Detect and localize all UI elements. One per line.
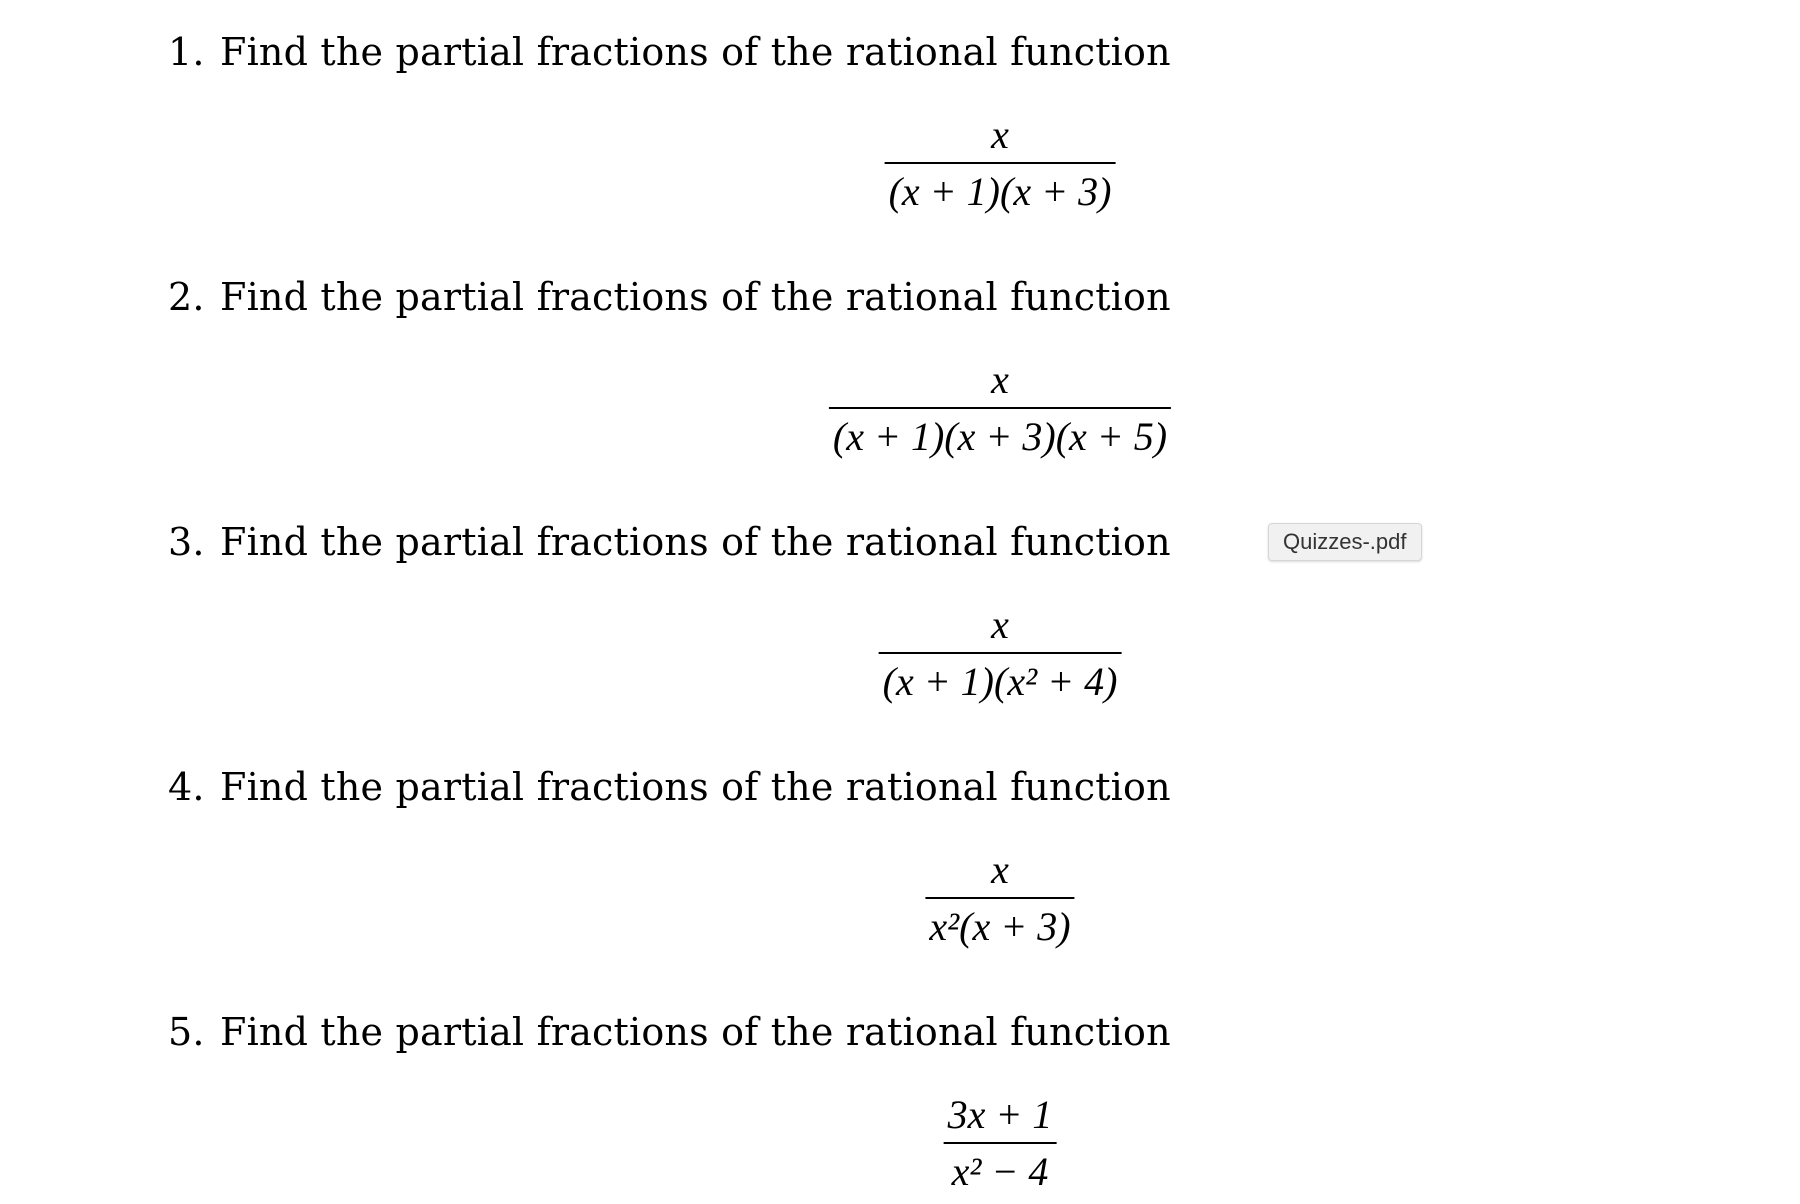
problem-4-heading — [168, 762, 1171, 812]
problem-4-number: 4. — [168, 765, 205, 809]
problem-5-fraction — [944, 1090, 1057, 1197]
fraction-bar — [885, 162, 1116, 164]
problem-2-numerator: x — [991, 357, 1009, 402]
problem-3-numerator: x — [991, 602, 1009, 647]
problem-3-heading — [168, 517, 1171, 567]
filename-tooltip: Quizzes-.pdf — [1268, 523, 1422, 561]
problem-5-text: Find the partial fractions of the rational function — [220, 1010, 1171, 1054]
problem-2-text: Find the partial fractions of the rational function — [220, 275, 1171, 319]
problem-2-heading — [168, 272, 1171, 322]
fraction-bar — [879, 652, 1122, 654]
problem-1-fraction — [885, 110, 1116, 217]
fraction-bar — [829, 407, 1171, 409]
problem-2-denominator: (x + 1)(x + 3)(x + 5) — [832, 414, 1168, 459]
problem-1-heading — [168, 27, 1171, 77]
problem-4-denominator: x²(x + 3) — [929, 904, 1071, 949]
problem-1-numerator: x — [991, 112, 1009, 157]
problem-3-text: Find the partial fractions of the rational function — [220, 520, 1171, 564]
problem-4-fraction — [925, 845, 1074, 952]
problem-5-heading — [168, 1007, 1171, 1057]
problem-1-number: 1. — [168, 30, 205, 74]
problem-5-numerator: 3x + 1 — [947, 1092, 1053, 1137]
fraction-bar — [925, 897, 1074, 899]
problem-1-denominator: (x + 1)(x + 3) — [888, 169, 1112, 214]
problem-3-number: 3. — [168, 520, 205, 564]
problem-3-fraction — [879, 600, 1122, 707]
problem-1-text: Find the partial fractions of the rational function — [220, 30, 1171, 74]
problem-4-numerator: x — [991, 847, 1009, 892]
problem-4-text: Find the partial fractions of the rational function — [220, 765, 1171, 809]
problem-2-number: 2. — [168, 275, 205, 319]
problem-3-denominator: (x + 1)(x² + 4) — [882, 659, 1118, 704]
problem-5-number: 5. — [168, 1010, 205, 1054]
problem-5-denominator: x² − 4 — [951, 1149, 1049, 1194]
problem-2-fraction — [829, 355, 1171, 462]
fraction-bar — [944, 1142, 1057, 1144]
